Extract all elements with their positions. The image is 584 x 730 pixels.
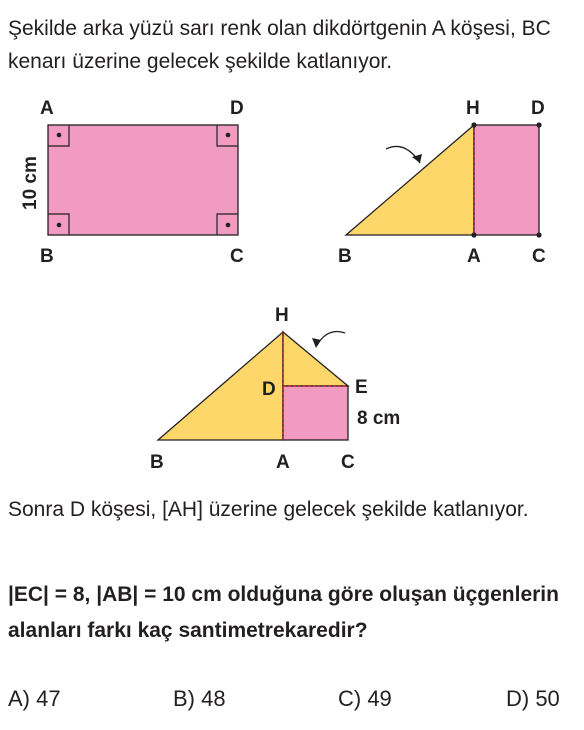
- yellow-triangle-bha: [346, 125, 474, 235]
- figure-1-rectangle: [20, 98, 244, 267]
- figure-2-first-fold: [338, 98, 546, 267]
- rectangle-abcd: [48, 125, 238, 235]
- intro-text: Şekilde arka yüzü sarı renk olan dikdörtgenin A köşesi, BC kenarı üzerine gelecek şekilde katlanıyor.: [8, 17, 551, 73]
- label-a: A: [467, 246, 481, 267]
- question-text: |EC| = 8, |AB| = 10 cm olduğuna göre oluşan üçgenlerin alanları farkı kaç santimetrekaredir?: [8, 583, 559, 642]
- label-c: C: [230, 246, 244, 267]
- label-d: D: [262, 379, 276, 400]
- label-e: E: [355, 377, 368, 398]
- label-a: A: [276, 452, 290, 473]
- label-c: C: [341, 452, 355, 473]
- label-b: B: [150, 452, 164, 473]
- pink-rectangle-hdca: [474, 125, 539, 235]
- label-d: D: [531, 98, 545, 119]
- option-b[interactable]: B) 48: [173, 686, 226, 711]
- option-d[interactable]: D) 50: [506, 686, 560, 711]
- option-c[interactable]: C) 49: [338, 686, 392, 711]
- figure-3-second-fold: [150, 305, 400, 473]
- label-d: D: [230, 98, 244, 119]
- middle-text: Sonra D köşesi, [AH] üzerine gelecek şekilde katlanıyor.: [8, 498, 529, 521]
- label-c: C: [532, 246, 546, 267]
- label-b: B: [338, 246, 352, 267]
- label-a: A: [40, 98, 54, 119]
- fold-arrow-icon: [386, 146, 420, 163]
- side-label-8cm: 8 cm: [357, 408, 401, 429]
- label-b: B: [40, 246, 54, 267]
- fold-arrow-icon: [317, 332, 345, 346]
- pink-rectangle-deca: [283, 386, 348, 440]
- option-a[interactable]: A) 47: [8, 686, 61, 711]
- label-h: H: [466, 98, 480, 119]
- arrow-head-icon: [312, 338, 321, 348]
- label-h: H: [275, 305, 289, 326]
- side-label-10cm: 10 cm: [20, 156, 41, 210]
